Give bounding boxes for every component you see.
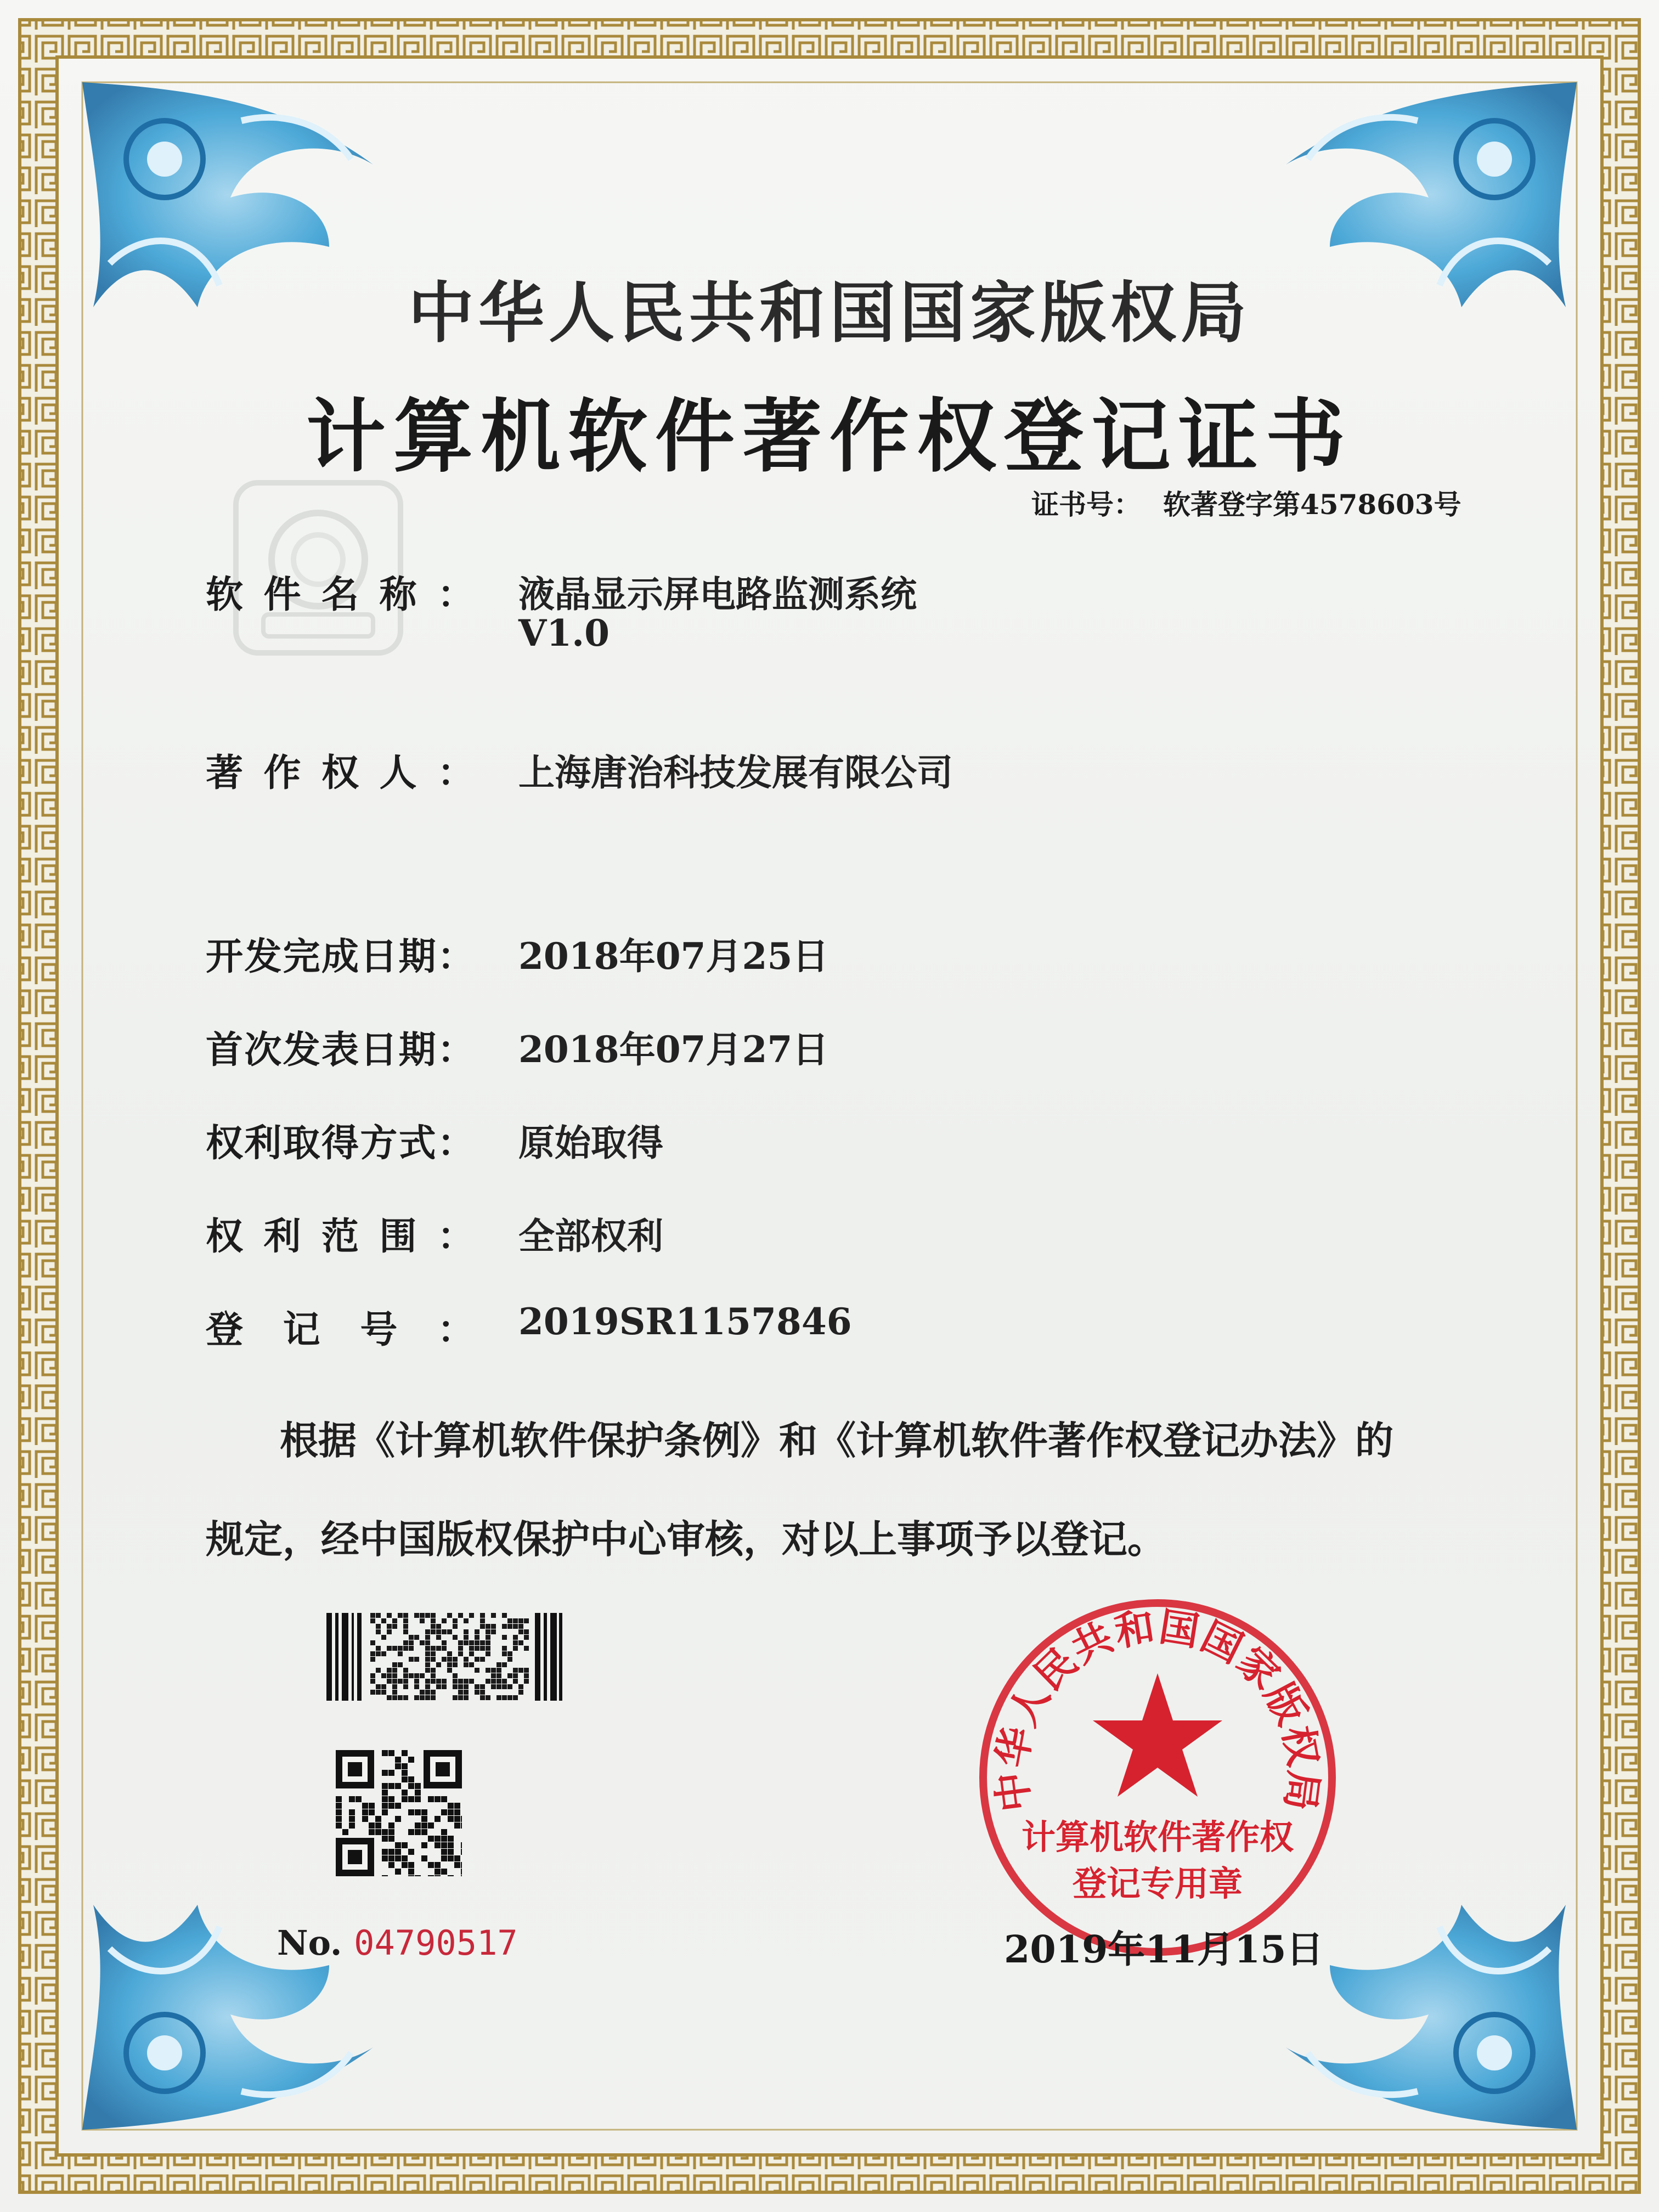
field-label-char: 得	[321, 1121, 359, 1165]
star-icon	[1093, 1673, 1222, 1797]
certificate-serial	[277, 1923, 518, 1963]
field-label-char: 完	[283, 935, 320, 979]
field-value-copyright-owner: 上海唐治科技发展有限公司	[518, 751, 953, 794]
field-value-acquisition-method: 原始取得	[518, 1121, 663, 1164]
qr-code-icon	[336, 1750, 462, 1876]
field-label-char: 发	[283, 1028, 320, 1072]
field-label-char: 人	[379, 751, 417, 795]
certificate-number-value: 软著登字第4578603号	[1163, 488, 1462, 521]
field-label-char: 记	[283, 1308, 320, 1352]
official-seal	[971, 1591, 1344, 1964]
field-label-software-name	[206, 565, 475, 618]
field-label-char: 首	[206, 1028, 244, 1072]
field-value-completion-date: 2018年07月25日	[518, 935, 829, 978]
field-label-colon: ：	[437, 1121, 475, 1165]
issue-date: 2019年11月15日	[1004, 1928, 1324, 1972]
field-label-char: 作	[263, 751, 301, 795]
serial-label: No.	[277, 1923, 342, 1963]
field-label-char: 权	[321, 751, 359, 795]
field-label-char: 取	[283, 1121, 320, 1165]
statement-line-2: 规定，经中国版权保护中心审核，对以上事项予以登记。	[206, 1516, 1166, 1562]
field-label-char: 期	[398, 935, 436, 979]
field-label-colon: ：	[437, 1308, 475, 1352]
field-label-char: 号	[360, 1308, 398, 1352]
field-label-char: 登	[206, 1308, 244, 1352]
field-label-completion-date	[206, 927, 475, 980]
field-value-rights-scope: 全部权利	[518, 1215, 663, 1257]
field-label-colon: ：	[437, 751, 475, 795]
field-value-publication-date: 2018年07月27日	[518, 1028, 829, 1071]
seal-arc-textpath: 中华人民共和国国家版权局	[989, 1605, 1326, 1814]
field-label-colon: ：	[437, 1215, 475, 1259]
field-label-char: 次	[244, 1028, 282, 1072]
certificate-number-label: 证书号：	[1031, 488, 1141, 521]
field-label-colon: ：	[437, 935, 475, 979]
field-label-char: 日	[360, 935, 398, 979]
seal-line-1: 计算机软件著作权	[1021, 1819, 1294, 1857]
field-label-char: 式	[398, 1121, 436, 1165]
field-label-rights-scope	[206, 1207, 475, 1260]
statement-line-1: 根据《计算机软件保护条例》和《计算机软件著作权登记办法》的	[280, 1418, 1393, 1463]
field-label-char: 利	[244, 1121, 282, 1165]
field-label-char: 名	[321, 573, 359, 617]
field-label-char: 软	[206, 573, 244, 617]
field-label-char: 期	[398, 1028, 436, 1072]
field-label-char: 开	[206, 935, 244, 979]
field-label-char: 权	[206, 1121, 244, 1165]
field-label-char: 成	[321, 935, 359, 979]
field-label-char: 利	[263, 1215, 301, 1259]
field-label-char: 发	[244, 935, 282, 979]
field-label-char: 表	[321, 1028, 359, 1072]
field-label-char: 件	[263, 573, 301, 617]
seal-line-2: 登记专用章	[1072, 1865, 1243, 1903]
serial-number: 04790517	[354, 1923, 518, 1963]
field-value-registration-number: 2019SR1157846	[518, 1300, 852, 1343]
field-value-software-name: 液晶显示屏电路监测系统	[518, 573, 917, 616]
issuer-name: 中华人民共和国国家版权局	[408, 274, 1251, 352]
field-label-char: 称	[379, 573, 417, 617]
field-label-char: 方	[360, 1121, 398, 1165]
field-label-colon: ：	[437, 573, 475, 617]
field-label-copyright-owner	[206, 743, 475, 797]
field-value-software-version: V1.0	[518, 612, 610, 654]
barcode-icon	[326, 1613, 562, 1701]
field-label-char: 权	[206, 1215, 244, 1259]
field-label-char: 围	[379, 1215, 417, 1259]
field-label-char: 日	[360, 1028, 398, 1072]
field-label-char: 范	[321, 1215, 359, 1259]
field-label-char: 著	[206, 751, 244, 795]
field-label-colon: ：	[437, 1028, 475, 1072]
field-label-acquisition-method	[206, 1114, 475, 1167]
field-label-publication-date	[206, 1020, 475, 1074]
certificate-title: 计算机软件著作权登记证书	[306, 390, 1353, 483]
field-label-registration-number	[206, 1300, 475, 1353]
certificate-number	[1031, 483, 1462, 522]
